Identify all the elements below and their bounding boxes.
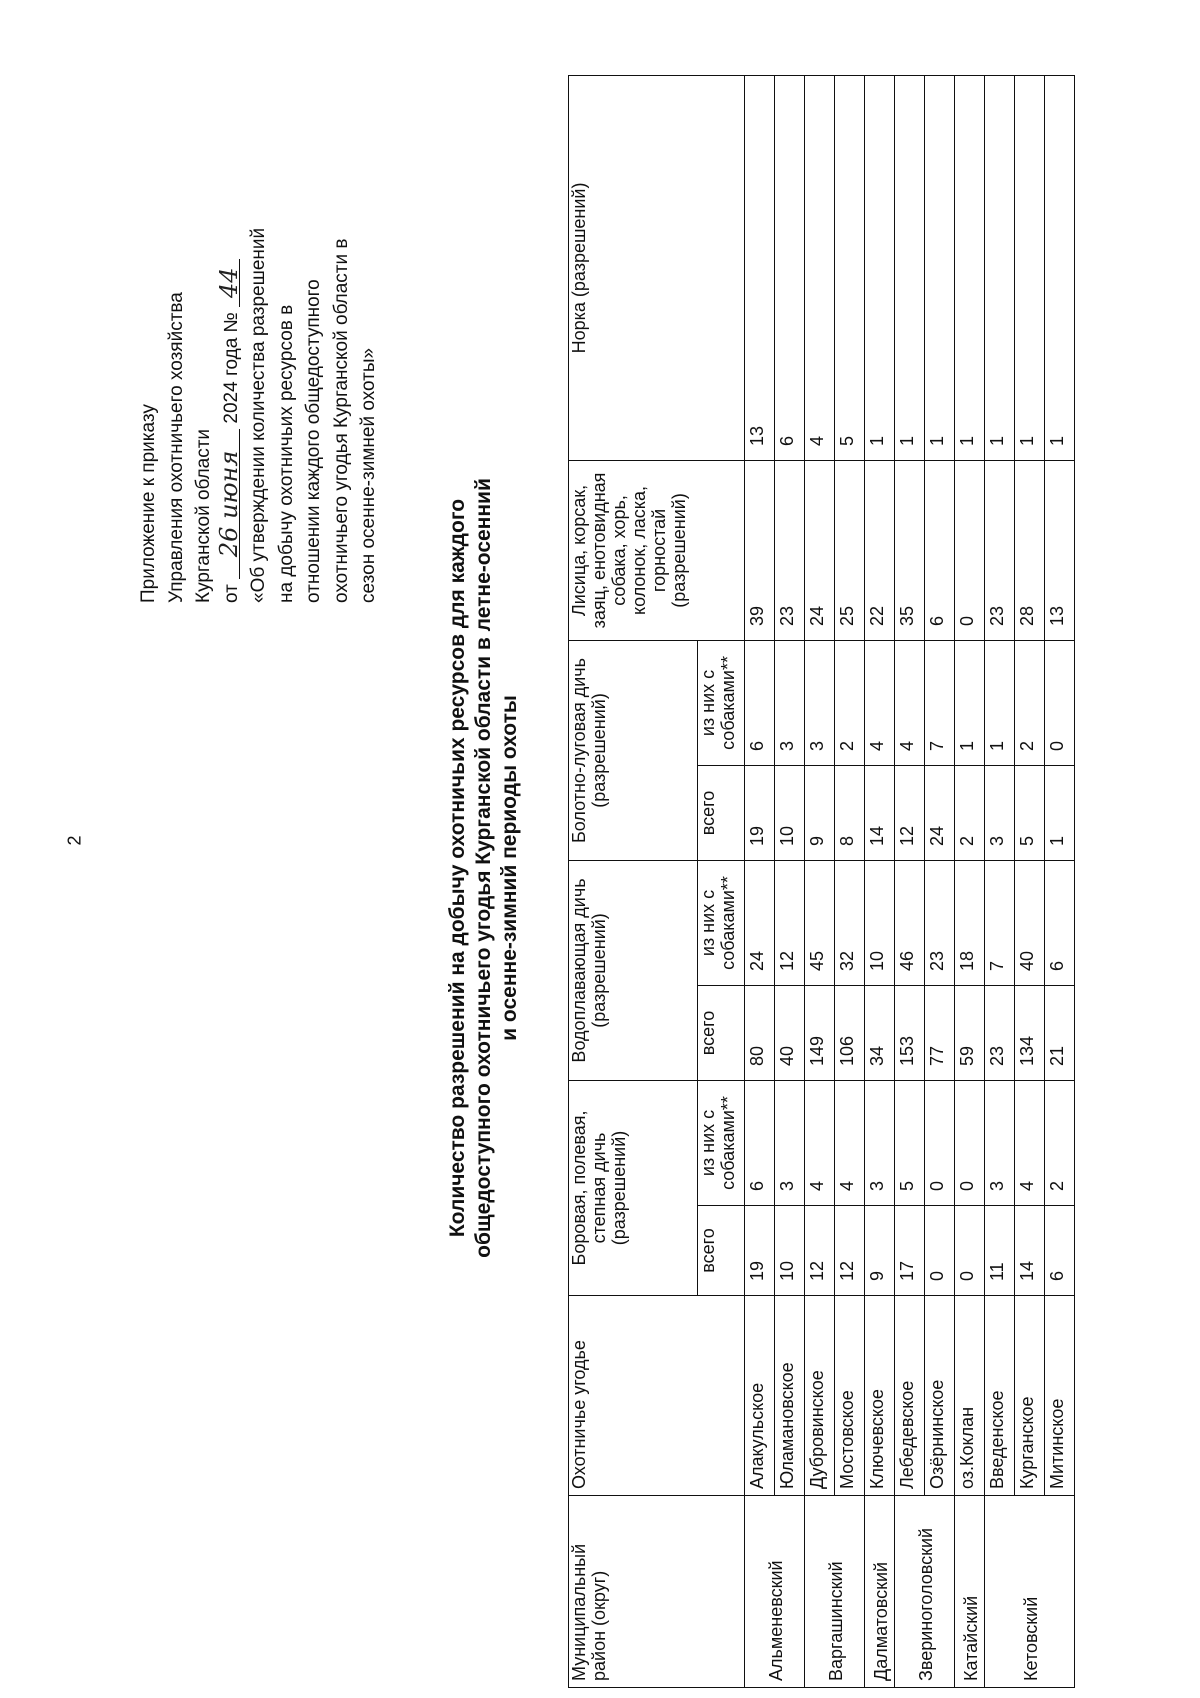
bor-dogs-cell: 6 <box>745 1080 775 1205</box>
table-row <box>805 75 835 1687</box>
fox-cell: 13 <box>1045 460 1075 640</box>
bor-total-cell: 11 <box>985 1206 1015 1296</box>
vod-total-cell: 134 <box>1015 985 1045 1080</box>
order-year-label: 2024 года № <box>220 312 242 424</box>
header-district: Муниципальный район (округ) <box>569 1496 745 1688</box>
district-cell: Далматовский <box>865 1496 895 1688</box>
bol-total-cell: 3 <box>985 765 1015 860</box>
ground-cell: Курганское <box>1015 1296 1045 1496</box>
fox-cell: 6 <box>925 460 955 640</box>
bor-dogs-cell: 0 <box>955 1080 985 1205</box>
appendix-subject-line: отношении каждого общедоступного <box>303 279 324 603</box>
vod-total-cell: 23 <box>985 985 1015 1080</box>
table-row <box>835 75 865 1687</box>
district-cell: Звериноголовский <box>895 1496 955 1688</box>
district-cell: Катайский <box>955 1496 985 1688</box>
bor-dogs-cell: 5 <box>895 1080 925 1205</box>
fox-cell: 23 <box>985 460 1015 640</box>
vod-dogs-cell: 10 <box>865 860 895 985</box>
district-cell: Варгашинский <box>805 1496 865 1688</box>
bor-dogs-cell: 0 <box>925 1080 955 1205</box>
vod-dogs-cell: 32 <box>835 860 865 985</box>
vod-total-cell: 149 <box>805 985 835 1080</box>
bol-total-cell: 1 <box>1045 765 1075 860</box>
ground-cell: Озёрнинское <box>925 1296 955 1496</box>
vod-total-cell: 80 <box>745 985 775 1080</box>
bor-total-cell: 12 <box>805 1206 835 1296</box>
ground-cell: Дубровинское <box>805 1296 835 1496</box>
vod-total-cell: 21 <box>1045 985 1075 1080</box>
bol-total-cell: 9 <box>805 765 835 860</box>
handwritten-order-number: 44 <box>219 259 240 307</box>
bor-total-cell: 17 <box>895 1206 925 1296</box>
table-row <box>1045 75 1075 1687</box>
bol-dogs-cell: 4 <box>865 640 895 765</box>
bol-total-cell: 14 <box>865 765 895 860</box>
date-prefix: от <box>220 584 242 603</box>
mink-cell: 5 <box>835 75 865 460</box>
table-row <box>895 75 925 1687</box>
subheader-with-dogs: из них с собаками** <box>698 860 745 985</box>
ground-cell: Лебедевское <box>895 1296 925 1496</box>
bor-dogs-cell: 4 <box>1015 1080 1045 1205</box>
fox-cell: 23 <box>775 460 805 640</box>
vod-total-cell: 40 <box>775 985 805 1080</box>
fox-cell: 0 <box>955 460 985 640</box>
vod-total-cell: 77 <box>925 985 955 1080</box>
vod-dogs-cell: 7 <box>985 860 1015 985</box>
mink-cell: 1 <box>865 75 895 460</box>
subheader-total: всего <box>698 985 745 1080</box>
bol-dogs-cell: 4 <box>895 640 925 765</box>
vod-total-cell: 153 <box>895 985 925 1080</box>
table-row <box>1015 75 1045 1687</box>
vod-total-cell: 59 <box>955 985 985 1080</box>
permits-table <box>568 75 1075 1688</box>
bol-total-cell: 24 <box>925 765 955 860</box>
bor-total-cell: 19 <box>745 1206 775 1296</box>
subheader-with-dogs: из них с собаками** <box>698 640 745 765</box>
bor-dogs-cell: 4 <box>835 1080 865 1205</box>
appendix-date-line <box>214 83 246 603</box>
mink-cell: 13 <box>745 75 775 460</box>
bol-total-cell: 19 <box>745 765 775 860</box>
appendix-subject-line: «Об утверждении количества разрешений <box>248 227 269 603</box>
fox-cell: 25 <box>835 460 865 640</box>
bor-total-cell: 9 <box>865 1206 895 1296</box>
appendix-subject-line: на добычу охотничьих ресурсов в <box>275 304 297 603</box>
header-vodoplavayushchaya: Водоплавающая дичь (разрешений) <box>569 860 698 1080</box>
district-cell: Альменевский <box>745 1496 805 1688</box>
subheader-total: всего <box>698 1206 745 1296</box>
bol-dogs-cell: 2 <box>835 640 865 765</box>
mink-cell: 6 <box>775 75 805 460</box>
mink-cell: 1 <box>1045 75 1075 460</box>
bol-dogs-cell: 3 <box>805 640 835 765</box>
fox-cell: 35 <box>895 460 925 640</box>
vod-dogs-cell: 18 <box>955 860 985 985</box>
fox-cell: 24 <box>805 460 835 640</box>
bol-dogs-cell: 6 <box>745 640 775 765</box>
bol-total-cell: 8 <box>835 765 865 860</box>
vod-dogs-cell: 23 <box>925 860 955 985</box>
bol-dogs-cell: 1 <box>985 640 1015 765</box>
bol-dogs-cell: 0 <box>1045 640 1075 765</box>
table-row <box>865 75 895 1687</box>
page-number: 2 <box>64 835 85 846</box>
bol-dogs-cell: 3 <box>775 640 805 765</box>
bol-dogs-cell: 1 <box>955 640 985 765</box>
ground-cell: оз.Коклан <box>955 1296 985 1496</box>
fox-cell: 22 <box>865 460 895 640</box>
ground-cell: Митинское <box>1045 1296 1075 1496</box>
document-title <box>445 278 523 1458</box>
ground-cell: Алакульское <box>745 1296 775 1496</box>
vod-total-cell: 34 <box>865 985 895 1080</box>
bor-total-cell: 0 <box>955 1206 985 1296</box>
title-line: общедоступного охотничьего угодья Курганской области в летне-осенний <box>472 478 495 1258</box>
mink-cell: 1 <box>895 75 925 460</box>
bor-dogs-cell: 4 <box>805 1080 835 1205</box>
subheader-total: всего <box>698 765 745 860</box>
bor-total-cell: 0 <box>925 1206 955 1296</box>
bor-dogs-cell: 3 <box>865 1080 895 1205</box>
appendix-header <box>135 83 383 603</box>
bor-dogs-cell: 3 <box>775 1080 805 1205</box>
vod-dogs-cell: 6 <box>1045 860 1075 985</box>
vod-dogs-cell: 24 <box>745 860 775 985</box>
table-row <box>775 75 805 1687</box>
bol-dogs-cell: 7 <box>925 640 955 765</box>
mink-cell: 1 <box>925 75 955 460</box>
appendix-subject-line: сезон осенне-зимней охоты» <box>358 347 379 603</box>
vod-dogs-cell: 12 <box>775 860 805 985</box>
ground-cell: Мостовское <box>835 1296 865 1496</box>
ground-cell: Введенское <box>985 1296 1015 1496</box>
fox-cell: 28 <box>1015 460 1045 640</box>
district-cell: Кетовский <box>985 1496 1075 1688</box>
vod-total-cell: 106 <box>835 985 865 1080</box>
table-row <box>925 75 955 1687</box>
title-line: Количество разрешений на добычу охотничьих ресурсов для каждого <box>446 498 469 1238</box>
vod-dogs-cell: 46 <box>895 860 925 985</box>
appendix-line: Приложение к приказу <box>138 404 159 603</box>
header-ground: Охотничье угодье <box>569 1296 745 1496</box>
table-row <box>985 75 1015 1687</box>
ground-cell: Ключевское <box>865 1296 895 1496</box>
bol-total-cell: 5 <box>1015 765 1045 860</box>
header-bolotno: Болотно-луговая дичь (разрешений) <box>569 640 698 860</box>
bol-total-cell: 2 <box>955 765 985 860</box>
subheader-with-dogs: из них с собаками** <box>698 1080 745 1205</box>
mink-cell: 1 <box>1015 75 1045 460</box>
mink-cell: 4 <box>805 75 835 460</box>
mink-cell: 1 <box>985 75 1015 460</box>
bol-total-cell: 12 <box>895 765 925 860</box>
header-fox: Лисица, корсак, заяц, енотовидная собака, хорь, колонок, ласка, горностай (разрешений) <box>569 460 745 640</box>
appendix-line: Управления охотничьего хозяйства <box>165 292 187 603</box>
fox-cell: 39 <box>745 460 775 640</box>
appendix-subject-line: охотничьего угодья Курганской области в <box>330 238 352 603</box>
bor-total-cell: 12 <box>835 1206 865 1296</box>
table-row <box>955 75 985 1687</box>
table-row <box>745 75 775 1687</box>
bor-total-cell: 10 <box>775 1206 805 1296</box>
bor-dogs-cell: 3 <box>985 1080 1015 1205</box>
ground-cell: Юламановское <box>775 1296 805 1496</box>
header-borovaya: Боровая, полевая, степная дичь (разрешений) <box>569 1080 698 1295</box>
header-mink: Норка (разрешений) <box>569 75 745 460</box>
handwritten-date: 26 июня <box>219 429 240 579</box>
bol-total-cell: 10 <box>775 765 805 860</box>
bor-total-cell: 14 <box>1015 1206 1045 1296</box>
bol-dogs-cell: 2 <box>1015 640 1045 765</box>
vod-dogs-cell: 45 <box>805 860 835 985</box>
bor-dogs-cell: 2 <box>1045 1080 1075 1205</box>
mink-cell: 1 <box>955 75 985 460</box>
appendix-line: Курганской области <box>193 428 214 603</box>
vod-dogs-cell: 40 <box>1015 860 1045 985</box>
title-line: и осенне-зимний периоды охоты <box>498 695 521 1041</box>
bor-total-cell: 6 <box>1045 1206 1075 1296</box>
